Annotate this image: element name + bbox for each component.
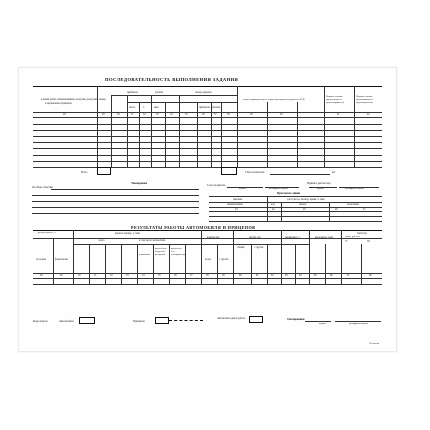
section1-row-line	[33, 148, 382, 149]
s2-count: количество	[207, 236, 220, 239]
col-number: 31	[131, 113, 134, 116]
s2-col-sep	[325, 244, 326, 284]
s2-col-number: 50	[78, 274, 81, 277]
idle-bottom	[209, 221, 382, 222]
header-minute: мин	[154, 106, 159, 109]
s2-col-sep	[105, 244, 106, 284]
s2-col-number: 52	[110, 274, 113, 277]
s2-col-sep	[361, 244, 362, 284]
s2-col-number: 58	[206, 274, 209, 277]
s2-col-number: 57	[190, 274, 193, 277]
days-box[interactable]	[249, 316, 263, 323]
s2-col-number: 51	[94, 274, 97, 277]
s2-col-number: 53	[126, 274, 129, 277]
s2-col-sep	[281, 230, 282, 284]
s2-col-number: 66	[330, 274, 333, 277]
ttd-line	[270, 174, 330, 175]
tax-label: Таксировщик	[287, 318, 305, 321]
section1-bottom	[33, 167, 382, 168]
header-sub-rule	[111, 95, 237, 96]
remarks-line	[32, 201, 199, 202]
s2-sum-col: 57	[345, 240, 348, 243]
s2-col-sep	[217, 244, 218, 284]
waybill-form	[18, 67, 397, 352]
col-number: 33	[156, 113, 159, 116]
days-label: Автомобиле-дни в работе	[217, 317, 246, 320]
idle-col-number: 44	[272, 208, 275, 211]
s2-col-number: 62	[271, 274, 274, 277]
s2-col-number: 63	[285, 274, 288, 277]
total-box-right[interactable]	[221, 167, 237, 175]
idle-line	[209, 216, 382, 217]
col-number: 42	[367, 113, 370, 116]
header-num: номер	[99, 98, 106, 101]
section1-top-rule	[33, 86, 382, 87]
header-sign-receiver: Подпись и штамп грузополучателя (грузоотправителя)	[326, 96, 344, 104]
driver-sign-caption: подпись	[239, 188, 246, 190]
s2-col-sep	[341, 230, 342, 284]
ttd-label: ТТД в количестве	[245, 171, 265, 174]
col-sep	[197, 102, 198, 167]
s2-sum: сумма, руб. коп.	[345, 236, 360, 238]
col-sep	[237, 86, 238, 167]
s2-line	[73, 244, 309, 245]
s2-col-sep	[309, 230, 310, 284]
header-client: в какой пункт, направлениями, погрузки, разгрузки	[41, 98, 98, 101]
header-hour: ч	[143, 106, 145, 109]
header-sign-dispatch: Подпись и печать грузоотправителя (грузополучателя)	[356, 96, 373, 104]
idle-end: окончания	[347, 203, 359, 206]
trailer-code-box[interactable]	[155, 317, 169, 324]
s2-col-number: 49	[60, 274, 63, 277]
s2-done: выполнено тонн	[315, 236, 333, 239]
header-departure: убытие	[155, 91, 163, 94]
col-number: 37	[214, 113, 217, 116]
s2-col-sep	[267, 244, 268, 284]
s2-col-sep	[185, 244, 186, 284]
remarks-line	[32, 195, 199, 196]
s2-col-sep	[251, 244, 252, 284]
s2-col-number: 59	[222, 274, 225, 277]
col-sep	[179, 95, 180, 167]
trailer-code-dashes	[169, 320, 203, 321]
s2-fact: фактически	[55, 258, 68, 261]
s2-col-number: 48	[40, 274, 43, 277]
idle-title: Простои на линии	[277, 192, 301, 195]
col-sep	[267, 102, 268, 167]
idle-col-sep	[281, 202, 282, 221]
section1-row-line	[33, 124, 382, 125]
col-number: 34	[170, 113, 173, 116]
col-sep	[211, 102, 212, 167]
remarks-line	[32, 213, 199, 214]
idle-start: начала	[299, 203, 307, 206]
s2-col-number: 55	[158, 274, 161, 277]
s2-col-sep	[73, 230, 74, 284]
s2-col-number: 56	[174, 274, 177, 277]
idle-col-number: 43	[235, 208, 238, 211]
header-unload: убытия	[212, 106, 221, 109]
col-sep	[111, 95, 112, 167]
header-date: число	[129, 106, 136, 109]
idle-col-number: 46	[335, 208, 338, 211]
s2-idle-load: простой под погрузкой-разгрузкой	[155, 248, 167, 256]
s2-col-sep	[137, 244, 138, 284]
idle-col-number: 45	[303, 208, 306, 211]
s2-col-sep	[153, 244, 154, 284]
tax-decode-line	[335, 321, 381, 322]
dispatcher-label: Принял диспетчер	[307, 181, 331, 185]
section1-title: ПОСЛЕДОВАТЕЛЬНОСТЬ ВЫПОЛНЕНИЯ ЗАДАНИЯ	[105, 77, 239, 82]
s2-bottom	[33, 284, 382, 285]
idle-time: дата (число, месяц), время, ч, мин	[287, 198, 325, 201]
auto-code-box[interactable]	[79, 317, 95, 324]
s2-fuel: расход горючего, л	[38, 232, 56, 234]
s2-col-number: 54	[142, 274, 145, 277]
s2-general: общий	[237, 246, 245, 249]
col-sep	[139, 102, 140, 167]
section1-header-bottom	[33, 112, 382, 113]
section1-row-line	[33, 161, 382, 162]
auto-code-label: Автомобиля	[59, 320, 74, 323]
header-client-2: и переменных прицепов	[45, 102, 72, 105]
total-label: Всего	[81, 171, 88, 174]
s2-idle-tech: простой по тех. неисправности	[171, 248, 185, 256]
s2-col-sep	[295, 244, 296, 284]
tax-sign-line	[305, 321, 331, 322]
header-arrived: прибытия	[199, 106, 210, 109]
remarks-label: Особые отметки	[32, 185, 53, 189]
s2-col-number: 64	[299, 274, 302, 277]
tax-decode-caption: расшифровка подписи	[349, 323, 369, 325]
col-sep	[324, 86, 325, 167]
s2-col-sep	[169, 244, 170, 284]
s2-rides: ездок	[205, 258, 212, 261]
s2-col-number: 65	[314, 274, 317, 277]
s2-col-sep	[89, 244, 90, 284]
s2-col-number: 61	[256, 274, 259, 277]
s2-col-sep	[53, 238, 54, 284]
total-box-left[interactable]	[97, 167, 111, 175]
col-number: 30	[117, 113, 120, 116]
taxation-label: Таксировка	[131, 181, 148, 185]
idle-code: код	[271, 203, 275, 206]
section1-row-line	[33, 142, 382, 143]
s2-line	[33, 278, 382, 279]
header-trailer-number: номер прицепа	[195, 91, 212, 94]
s2-norm: по норме	[36, 258, 47, 261]
col-number: 32	[143, 113, 146, 116]
dispatcher-sign-caption: подпись	[317, 188, 324, 190]
col-sep	[165, 102, 166, 167]
s2-transported: перевезено, т	[285, 236, 300, 239]
s2-col-sep	[233, 230, 234, 284]
col-number: 38	[227, 113, 230, 116]
col-sep	[354, 86, 355, 167]
driver-label: Сдал водитель	[207, 183, 226, 187]
s2-sum-col: 58	[367, 240, 370, 243]
s2-col-number: 60	[239, 274, 242, 277]
section2-title: РЕЗУЛЬТАТЫ РАБОТЫ АВТОМОБИЛЯ И ПРИЦЕПОВ	[131, 225, 256, 230]
col-number: 36	[202, 113, 205, 116]
idle-col-number: 47	[363, 208, 366, 211]
trailer-code-label: Прицепов	[133, 320, 145, 323]
section1-row-line	[33, 130, 382, 131]
dispatcher-decode-caption: расшифровка подписи	[345, 188, 365, 190]
s2-incl: в том числе автомобиля	[139, 239, 166, 242]
page-note: 100 листов	[369, 343, 380, 345]
s2-col-sep	[121, 244, 122, 284]
s2-col-sep	[201, 230, 202, 284]
col-number: 40	[280, 113, 283, 116]
col-number: 39	[250, 113, 253, 116]
ttd-unit: шт.	[332, 171, 336, 174]
col-number: 29	[102, 113, 105, 116]
codes-label: Коды марок:	[33, 320, 48, 323]
s2-col-number: 67	[347, 274, 350, 277]
s2-mileage: пробег, км	[249, 236, 261, 239]
section1-row-line	[33, 155, 382, 156]
remarks-line	[32, 207, 199, 208]
s2-total: всего	[99, 239, 105, 242]
col-sep	[151, 95, 152, 167]
col-sep	[297, 102, 298, 167]
section2-top-rule	[33, 230, 382, 231]
remarks-line	[51, 189, 199, 190]
s2-trips: с грузом	[219, 258, 229, 261]
section1-row-line	[33, 136, 382, 137]
idle-top	[209, 196, 382, 197]
header-arrival: прибытие	[127, 91, 138, 94]
col-number: 35	[185, 113, 188, 116]
s2-hours: время в наряде, ч, мин	[115, 232, 140, 235]
idle-reason: причина	[233, 198, 243, 201]
col-sep	[221, 102, 222, 167]
idle-name: наименование	[227, 203, 243, 206]
idle-line	[209, 211, 382, 212]
idle-col-sep	[329, 202, 330, 221]
s2-with-cargo: с грузом	[254, 246, 264, 249]
header-sub-rule	[127, 102, 237, 103]
driver-decode-caption: расшифровка подписи	[269, 188, 289, 190]
col-number: 41	[337, 113, 340, 116]
idle-col-sep	[267, 196, 268, 221]
s2-col-number: 68	[369, 274, 372, 277]
s2-salary: Зарплата	[357, 232, 367, 235]
s2-motion: в движении	[139, 254, 150, 256]
col-number: 28	[63, 113, 66, 116]
header-ttd: номер сопроводительного товаро-транспортного документа (ТТД)	[243, 99, 305, 101]
tax-sign-caption: подпись	[319, 323, 326, 325]
section1-numbers-bottom	[33, 117, 382, 118]
col-sep	[127, 95, 128, 167]
